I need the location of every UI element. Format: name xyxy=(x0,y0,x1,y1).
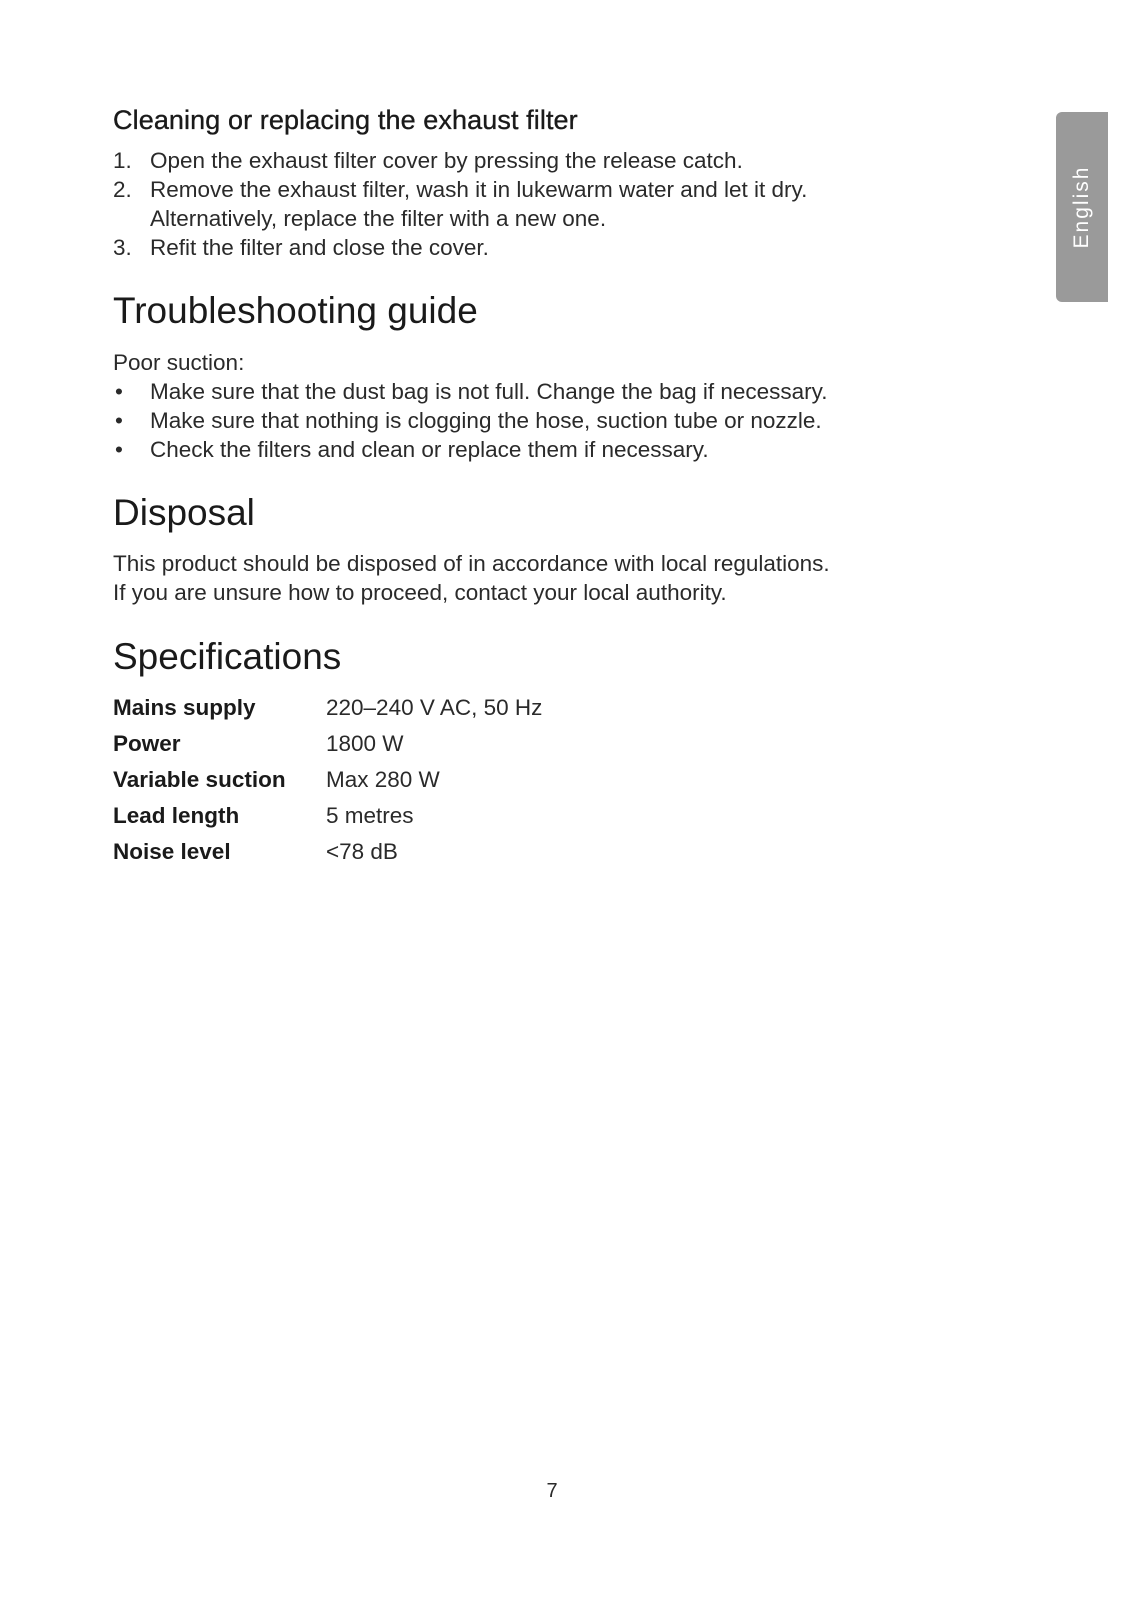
language-tab xyxy=(1056,112,1108,302)
step-number: 2. xyxy=(113,177,132,202)
disposal-line: If you are unsure how to proceed, contact your local authority. xyxy=(113,580,727,605)
disposal-heading: Disposal xyxy=(113,492,255,533)
specifications-heading: Specifications xyxy=(113,636,342,677)
spec-label: Mains supply xyxy=(113,695,256,720)
list-item xyxy=(113,233,807,262)
list-item xyxy=(113,435,827,464)
troubleshooting-heading: Troubleshooting guide xyxy=(113,290,478,331)
disposal-line: This product should be disposed of in accordance with local regulations. xyxy=(113,551,830,576)
troubleshooting-list xyxy=(113,377,827,464)
table-row xyxy=(113,834,542,870)
spec-value: 1800 W xyxy=(326,731,404,756)
step-number: 1. xyxy=(113,148,132,173)
spec-label: Lead length xyxy=(113,803,240,828)
table-row xyxy=(113,690,542,726)
list-item xyxy=(113,377,827,406)
list-item xyxy=(113,406,827,435)
exhaust-filter-steps xyxy=(113,146,807,262)
spec-value: <78 dB xyxy=(326,839,398,864)
step-text: Refit the filter and close the cover. xyxy=(150,235,489,260)
table-row xyxy=(113,798,542,834)
spec-value: 5 metres xyxy=(326,803,414,828)
list-item xyxy=(113,175,807,233)
list-item-text: Make sure that nothing is clogging the hose, suction tube or nozzle. xyxy=(150,408,822,433)
exhaust-filter-heading: Cleaning or replacing the exhaust filter xyxy=(113,105,578,135)
step-text: Open the exhaust filter cover by pressing the release catch. xyxy=(150,148,743,173)
list-item xyxy=(113,146,807,175)
step-number: 3. xyxy=(113,235,132,260)
bullet-icon: • xyxy=(115,379,123,404)
spec-label: Variable suction xyxy=(113,767,286,792)
list-item-text: Make sure that the dust bag is not full. Change the bag if necessary. xyxy=(150,379,828,404)
spec-label: Noise level xyxy=(113,839,231,864)
step-text: Remove the exhaust filter, wash it in lukewarm water and let it dry. xyxy=(150,177,808,202)
table-row xyxy=(113,762,542,798)
troubleshooting-intro: Poor suction: xyxy=(113,350,245,375)
spec-value: 220–240 V AC, 50 Hz xyxy=(326,695,543,720)
step-text-continued: Alternatively, replace the filter with a new one. xyxy=(150,206,607,231)
list-item-text: Check the filters and clean or replace them if necessary. xyxy=(150,437,709,462)
page-number: 7 xyxy=(546,1480,558,1502)
spec-label: Power xyxy=(113,731,181,756)
table-row xyxy=(113,726,542,762)
spec-value: Max 280 W xyxy=(326,767,440,792)
language-tab-label: English xyxy=(1070,165,1093,249)
disposal-text xyxy=(113,549,830,607)
specifications-table xyxy=(113,690,542,870)
bullet-icon: • xyxy=(115,408,123,433)
bullet-icon: • xyxy=(115,437,123,462)
